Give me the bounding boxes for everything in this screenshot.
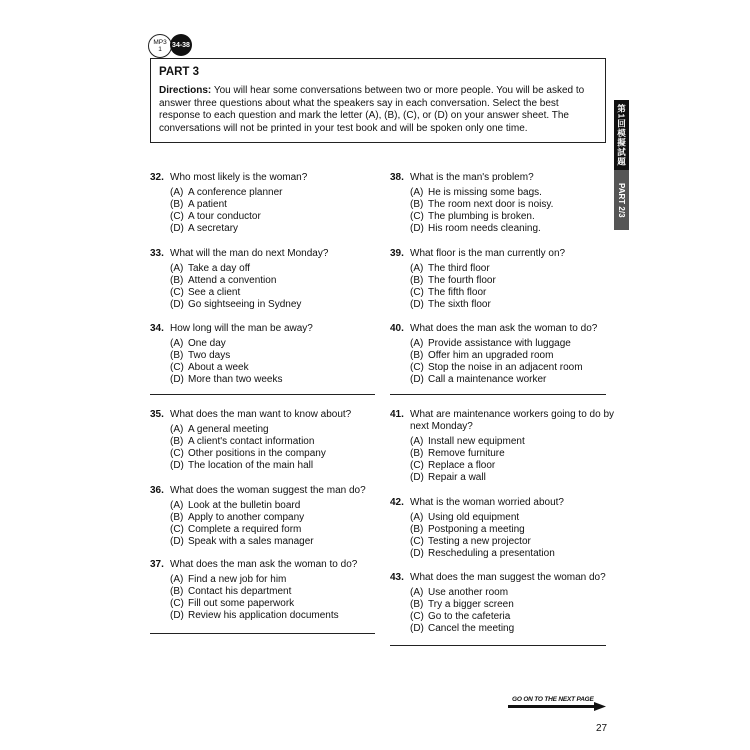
question-number: 32. [150, 172, 164, 183]
option-b: (B) Attend a convention [170, 275, 277, 286]
option-c: (C) Fill out some paperwork [170, 598, 295, 609]
track-range-badge: 34-38 [170, 34, 192, 56]
question-number: 36. [150, 485, 164, 496]
option-c: (C) The plumbing is broken. [410, 211, 535, 222]
option-c: (C) A tour conductor [170, 211, 261, 222]
question-number: 41. [390, 409, 404, 420]
option-d: (D) More than two weeks [170, 374, 283, 385]
option-a: (A) He is missing some bags. [410, 187, 542, 198]
question-number: 42. [390, 497, 404, 508]
question-number: 34. [150, 323, 164, 334]
question-35 [150, 409, 375, 472]
option-b: (B) Offer him an upgraded room [410, 350, 554, 361]
option-c: (C) Testing a new projector [410, 536, 531, 547]
question-39 [390, 248, 615, 311]
question-number: 40. [390, 323, 404, 334]
option-c: (C) See a client [170, 287, 241, 298]
question-text: What is the woman worried about? [410, 497, 564, 508]
option-c: (C) Complete a required form [170, 524, 302, 535]
mp3-label: MP3 [153, 39, 167, 46]
option-b: (B) Try a bigger screen [410, 599, 514, 610]
question-text: How long will the man be away? [170, 323, 313, 334]
question-number: 38. [390, 172, 404, 183]
question-number: 43. [390, 572, 404, 583]
option-b: (B) Postponing a meeting [410, 524, 525, 535]
next-page-indicator [508, 696, 606, 712]
question-42 [390, 497, 615, 560]
section-divider [150, 394, 375, 395]
option-a: (A) Using old equipment [410, 512, 520, 523]
side-tab-test-label: 第1回模擬試題 [614, 100, 629, 170]
option-b: (B) Remove furniture [410, 448, 505, 459]
section-divider [150, 633, 375, 634]
option-d: (D) The location of the main hall [170, 460, 314, 471]
directions-body: You will hear some conversations between two or more people. You will be asked to answer three questions about what the speakers say in each conversation. Select the best response to each question and mark the letter (A), (B), (C), or (D) on your answer sheet. The conversations will not be printed in your test book and will be spoken only one time. [159, 85, 585, 134]
question-text: What does the man suggest the woman do? [410, 572, 606, 583]
question-number: 33. [150, 248, 164, 259]
question-37 [150, 559, 375, 622]
question-text: Who most likely is the woman? [170, 172, 308, 183]
directions-text [159, 85, 597, 135]
question-33 [150, 248, 375, 311]
left-column [150, 172, 375, 642]
option-b: (B) A patient [170, 199, 227, 210]
section-divider [390, 394, 606, 395]
option-c: (C) The fifth floor [410, 287, 487, 298]
question-text: What floor is the man currently on? [410, 248, 566, 259]
question-40 [390, 323, 615, 386]
directions-label: Directions: [159, 85, 212, 96]
option-a: (A) Find a new job for him [170, 574, 287, 585]
question-number: 39. [390, 248, 404, 259]
right-arrow-icon [508, 702, 606, 712]
option-d: (D) His room needs cleaning. [410, 223, 541, 234]
right-column [390, 172, 615, 652]
question-text: What are maintenance workers going to do by next Monday? [410, 409, 614, 432]
question-number: 37. [150, 559, 164, 570]
option-b: (B) The room next door is noisy. [410, 199, 554, 210]
mp3-icon [148, 34, 172, 58]
question-41 [390, 409, 615, 484]
option-a: (A) A conference planner [170, 187, 283, 198]
mp3-disc-number: 1 [158, 46, 162, 53]
option-c: (C) Other positions in the company [170, 448, 326, 459]
option-d: (D) A secretary [170, 223, 239, 234]
page-number: 27 [596, 723, 608, 734]
option-c: (C) About a week [170, 362, 249, 373]
next-page-text: GO ON TO THE NEXT PAGE [512, 696, 594, 703]
side-tab-part-label: PART 2/3 [614, 170, 629, 230]
option-d: (D) Cancel the meeting [410, 623, 515, 634]
option-c: (C) Replace a floor [410, 460, 496, 471]
question-36 [150, 485, 375, 548]
option-d: (D) Repair a wall [410, 472, 486, 483]
option-a: (A) A general meeting [170, 424, 269, 435]
option-a: (A) Use another room [410, 587, 509, 598]
question-text: What does the woman suggest the man do? [170, 485, 366, 496]
option-d: (D) Go sightseeing in Sydney [170, 299, 302, 310]
option-d: (D) Review his application documents [170, 610, 339, 621]
section-divider [390, 645, 606, 646]
option-b: (B) Two days [170, 350, 231, 361]
option-b: (B) The fourth floor [410, 275, 496, 286]
question-38 [390, 172, 615, 235]
part-title: PART 3 [159, 66, 200, 78]
option-a: (A) The third floor [410, 263, 490, 274]
question-34 [150, 323, 375, 386]
option-d: (D) Rescheduling a presentation [410, 548, 555, 559]
option-a: (A) Take a day off [170, 263, 251, 274]
question-number: 35. [150, 409, 164, 420]
option-c: (C) Go to the cafeteria [410, 611, 511, 622]
option-a: (A) Install new equipment [410, 436, 525, 447]
option-d: (D) Speak with a sales manager [170, 536, 314, 547]
question-text: What does the man want to know about? [170, 409, 352, 420]
option-b: (B) Apply to another company [170, 512, 305, 523]
option-b: (B) A client's contact information [170, 436, 315, 447]
question-32 [150, 172, 375, 235]
option-d: (D) The sixth floor [410, 299, 491, 310]
option-a: (A) Look at the bulletin board [170, 500, 301, 511]
question-text: What is the man's problem? [410, 172, 534, 183]
directions-box [150, 58, 606, 143]
option-a: (A) Provide assistance with luggage [410, 338, 571, 349]
option-c: (C) Stop the noise in an adjacent room [410, 362, 583, 373]
option-d: (D) Call a maintenance worker [410, 374, 547, 385]
question-43 [390, 572, 615, 635]
question-text: What will the man do next Monday? [170, 248, 329, 259]
question-text: What does the man ask the woman to do? [410, 323, 598, 334]
option-a: (A) One day [170, 338, 226, 349]
option-b: (B) Contact his department [170, 586, 292, 597]
question-text: What does the man ask the woman to do? [170, 559, 358, 570]
